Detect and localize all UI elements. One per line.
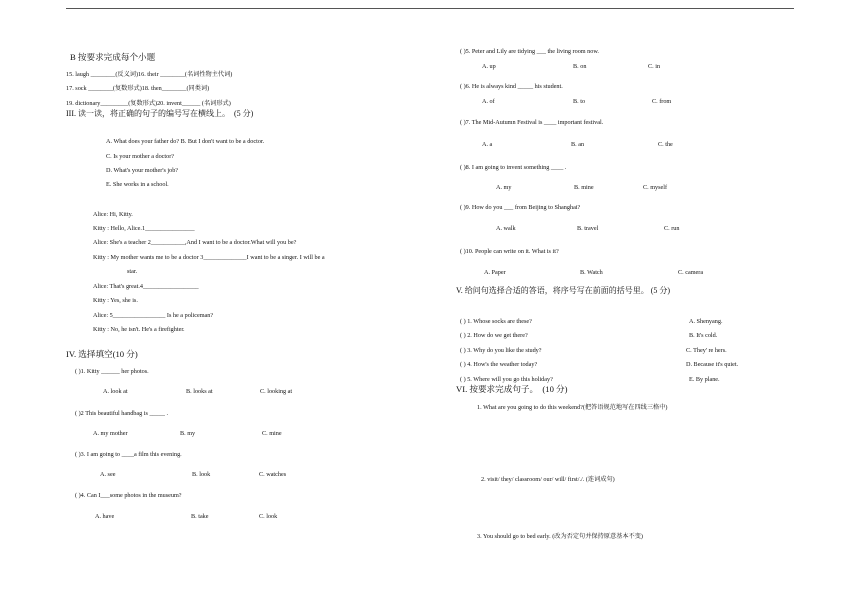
match-answer: B. It's cold. — [689, 332, 718, 339]
answer-option: B. Watch — [580, 269, 603, 276]
question-19-20: 19. dictionary_________(复数形式)20. invent______ (名词形式) — [66, 100, 231, 107]
answer-option: A. have — [95, 513, 115, 520]
answer-option: C. looking at — [260, 388, 293, 395]
answer-option: B. my — [180, 430, 196, 437]
match-answer: D. Because it's quiet. — [686, 361, 739, 368]
section-3-title: III. 读一读，将正确的句子的编号写在横线上。 (5 分) — [66, 109, 254, 118]
dialogue-line: Kitty : My mother wants me to be a doctor 3______________I want to be a singer. I will be a — [93, 254, 325, 261]
dialogue-line: Kitty : Hello, Alice.1________________ — [93, 225, 195, 232]
answer-option: B. travel — [577, 225, 599, 232]
option-line: A. What does your father do? B. But I don't want to be a doctor. — [106, 138, 265, 145]
section-5-title: V. 给问句选择合适的答语，将序号写在前面的括号里。 (5 分) — [456, 286, 671, 295]
answer-option: C. run — [664, 225, 680, 232]
answer-option: C. the — [658, 141, 673, 148]
dialogue-line: Alice: 5_________________ Is he a policeman? — [93, 312, 214, 319]
question-stem: ( )2 This beautiful handbag is _____ . — [75, 410, 169, 417]
top-rule — [66, 8, 794, 9]
question-stem: ( )5. Peter and Lily are tidying ___ the living room now. — [460, 48, 599, 55]
match-answer: E. By plane. — [689, 376, 720, 383]
answer-option: A. see — [100, 471, 116, 478]
dialogue-line: Kitty : Yes, she is. — [93, 297, 138, 304]
question-stem: ( )7. The Mid-Autumn Festival is ____ important festival. — [460, 119, 604, 126]
answer-option: A. walk — [496, 225, 516, 232]
match-question: ( ) 3. Why do you like the study? — [460, 347, 542, 354]
question-stem: ( )10. People can write on it. What is it? — [460, 248, 559, 255]
dialogue-line: Alice: She's a teacher 2___________,And I want to be a doctor.What will you be? — [93, 239, 297, 246]
answer-option: C. in — [648, 63, 661, 70]
answer-option: A. my mother — [93, 430, 128, 437]
match-question: ( ) 1. Whose socks are these? — [460, 318, 532, 325]
answer-option: A. look at — [103, 388, 128, 395]
match-question: ( ) 2. How do we get there? — [460, 332, 528, 339]
match-question: ( ) 4. How's the weather today? — [460, 361, 538, 368]
answer-option: B. on — [573, 63, 587, 70]
section-4-title: IV. 选择填空(10 分) — [66, 349, 138, 359]
answer-option: B. an — [571, 141, 585, 148]
option-line: C. Is your mother a doctor? — [106, 153, 175, 160]
answer-option: B. mine — [574, 184, 594, 191]
section-b-title: B 按要求完成每个小题 — [70, 52, 156, 62]
dialogue-line: star. — [127, 268, 138, 275]
option-line: D. What's your mother's job? — [106, 167, 179, 174]
answer-option: A. a — [482, 141, 493, 148]
answer-option: B. to — [573, 98, 586, 105]
question-stem: ( )9. How do you ___ from Beijing to Shanghai? — [460, 204, 581, 211]
match-answer: C. They' re hers. — [686, 347, 727, 354]
dialogue-line: Alice: Hi, Kitty. — [93, 211, 133, 218]
section-6-title: VI. 按要求完成句子。 (10 分) — [456, 384, 568, 394]
answer-option: B. look — [192, 471, 211, 478]
answer-option: A. my — [496, 184, 512, 191]
question-stem: ( )8. I am going to invent something ____ . — [460, 164, 567, 171]
answer-option: C. watches — [259, 471, 287, 478]
answer-option: C. from — [652, 98, 672, 105]
question-17-18: 17. sock ________(复数形式)18. then________(同类词) — [66, 85, 210, 92]
rewrite-item: 3. You should go to bed early. (改为否定句并保持原意基本不变) — [477, 533, 643, 540]
question-stem: ( )1. Kitty ______ her photos. — [75, 368, 149, 375]
answer-option: B. take — [191, 513, 209, 520]
match-answer: A. Shenyang. — [689, 318, 723, 325]
question-stem: ( )3. I am going to ____a film this evening. — [75, 451, 182, 458]
question-stem: ( )4. Can I___some photos in the museum? — [75, 492, 182, 499]
question-stem: ( )6. He is always kind _____ his student. — [460, 83, 563, 90]
option-line: E. She works in a school. — [106, 181, 169, 188]
answer-option: A. Paper — [484, 269, 506, 276]
dialogue-line: Alice: That's great.4__________________ — [93, 283, 199, 290]
rewrite-item: 2. visit/ they/ classroom/ our/ will/ first/./. (连词成句) — [481, 476, 615, 483]
answer-option: B. looks at — [186, 388, 213, 395]
answer-option: A. up — [482, 63, 496, 70]
answer-option: C. camera — [678, 269, 704, 276]
rewrite-item: 1. What are you going to do this weekend?(把答语规范地写在四线三格中) — [477, 404, 668, 411]
question-15-16: 15. laugh ________(反义词)16. their ________(名词性物主代词) — [66, 71, 233, 78]
answer-option: C. mine — [262, 430, 282, 437]
answer-option: A. of — [482, 98, 495, 105]
answer-option: C. myself — [643, 184, 668, 191]
dialogue-line: Kitty : No, he isn't. He's a firefighter. — [93, 326, 185, 333]
match-question: ( ) 5. Where will you go this holiday? — [460, 376, 553, 383]
answer-option: C. look — [259, 513, 278, 520]
